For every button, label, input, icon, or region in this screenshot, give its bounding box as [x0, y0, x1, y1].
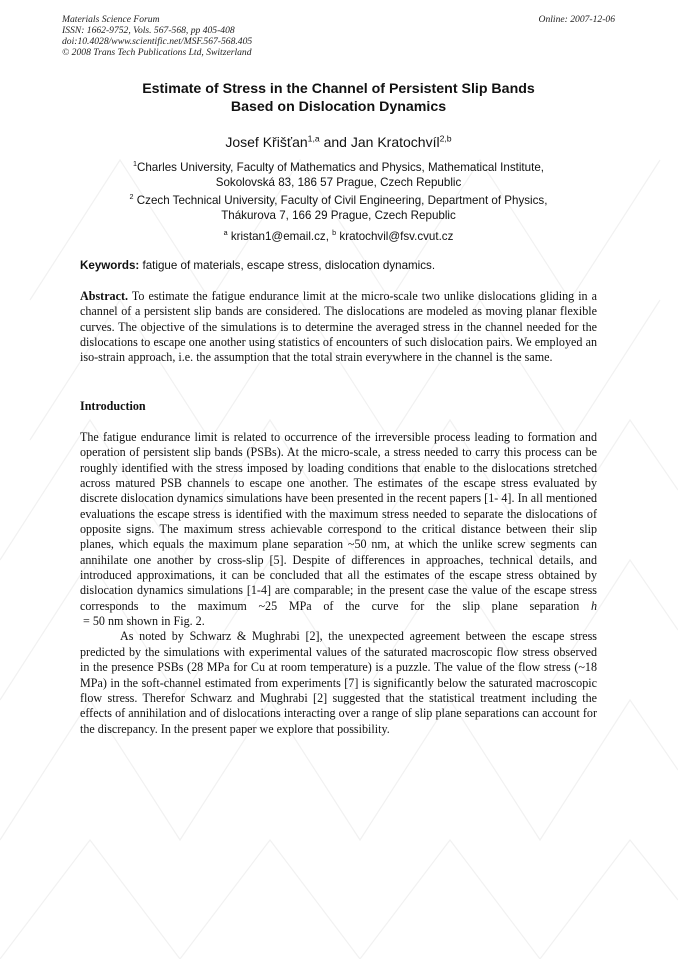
- paragraph-1-end: nm shown in Fig. 2.: [104, 614, 205, 629]
- email-b-mark: b: [332, 228, 337, 238]
- introduction-paragraph-2: As noted by Schwarz & Mughrabi [2], the unexpected agreement between the escape stress predicted by the simulations with experimental values of the saturated macroscopic flow stress observed in the presence PSBs (28 MPa for Cu at room temperature) is a puzzle. The value of the flow stress (~18 MPa) in the soft-channel estimated from experiments [7] is significantly below the saturated macroscopic flow stress. Therefor Schwarz and Mughrabi [2] suggested that the statistical treatment including the effects of annihilation and of dislocations interacting over a range of slip plane separations can account for the discrepancy. In the present paper we explore that possibility.: [80, 629, 597, 736]
- author-emails: [62, 229, 615, 244]
- affiliation-2: [62, 193, 615, 224]
- math-equals-50: = 50: [80, 614, 105, 629]
- abstract: [80, 289, 597, 366]
- author-conjunction: and: [319, 134, 351, 150]
- introduction-body: [80, 430, 597, 737]
- affiliation-2-mark: 2: [129, 192, 134, 202]
- affiliation-1-mark: 1: [132, 159, 137, 169]
- section-heading-introduction: Introduction: [80, 399, 146, 413]
- paragraph-1-text: The fatigue endurance limit is related to occurrence of the irreversible process leading to formation and operation of persistent slip bands (PSBs). At the micro-scale, a stress needed to carry this process can be roughly identified with the stress imposed by loading conditions that enable to the dislocations stretched across matured PSB channels to escape one another. The estimates of the escape stress evaluated by discrete dislocation dynamics simulations have been presented in the recent papers [1- 4]. In all mentioned evaluations the escape stress is identified with the maximum stress needed to separate the dislocations of opposite signs. The maximum stress achievable correspond to the critical distance between their slip planes, which equals the maximum plane separation ~50 nm, at which the unlike screw segments can annihilate one another by cross-slip [5]. Despite of differences in approaches, technical details, and introduced approximations, it can be concluded that all the estimates of the escape stress obtained by dislocation dynamics simulations [1-4] are comparable; in the present case the value of the escape stress corresponds to the maximum ~25 MPa of the curve for the slip plane separation: [80, 430, 597, 613]
- affiliation-1: [62, 160, 615, 191]
- abstract-text: To estimate the fatigue endurance limit at the micro-scale two unlike dislocations gliding in a channel of a persistent slip bands are considered. The dislocations are modeled as moving planar flexible curves. The objective of the simulations is to determine the averaged stress in the channel needed for the dislocations to escape one another using statistics of encounters of such dislocation pairs. We employed an iso-strain approach, i.e. the assumption that the total strain everywhere in the channel is the same.: [80, 289, 597, 365]
- author-2-superscript: 2,b: [439, 133, 452, 144]
- doi-line: doi:10.4028/www.scientific.net/MSF.567-568.405: [62, 36, 253, 47]
- affiliation-2-line-2: Thákurova 7, 166 29 Prague, Czech Republic: [221, 209, 456, 223]
- online-date: Online: 2007-12-06: [538, 14, 615, 25]
- copyright-line: © 2008 Trans Tech Publications Ltd, Switzerland: [62, 47, 252, 58]
- journal-name: Materials Science Forum: [62, 14, 160, 25]
- author-line: [62, 133, 615, 151]
- keywords-text: fatigue of materials, escape stress, dislocation dynamics.: [142, 259, 436, 272]
- paper-title: [62, 80, 615, 116]
- author-2: Jan Kratochvíl: [350, 134, 440, 150]
- affiliation-1-line-1: Charles University, Faculty of Mathematics and Physics, Mathematical Institute,: [136, 161, 544, 174]
- author-1-superscript: 1,a: [307, 133, 320, 144]
- journal-header: [62, 14, 615, 58]
- keywords-label: Keywords:: [80, 259, 140, 272]
- issn-line: ISSN: 1662-9752, Vols. 567-568, pp 405-408: [62, 25, 235, 36]
- email-b[interactable]: kratochvil@fsv.cvut.cz: [339, 230, 454, 243]
- email-a-mark: a: [223, 228, 228, 238]
- abstract-label: Abstract.: [80, 289, 129, 303]
- title-line-1: Estimate of Stress in the Channel of Persistent Slip Bands: [142, 81, 535, 97]
- math-variable-h: h: [590, 598, 597, 613]
- affiliation-2-line-1: Czech Technical University, Faculty of Civil Engineering, Department of Physics,: [136, 194, 548, 207]
- affiliation-1-line-2: Sokolovská 83, 186 57 Prague, Czech Republic: [215, 176, 462, 190]
- author-1: Josef Křišťan: [225, 134, 308, 150]
- keywords: [80, 258, 600, 273]
- introduction-paragraph-1: [80, 430, 597, 629]
- title-line-2: Based on Dislocation Dynamics: [230, 99, 447, 115]
- email-a[interactable]: kristan1@email.cz,: [230, 230, 329, 243]
